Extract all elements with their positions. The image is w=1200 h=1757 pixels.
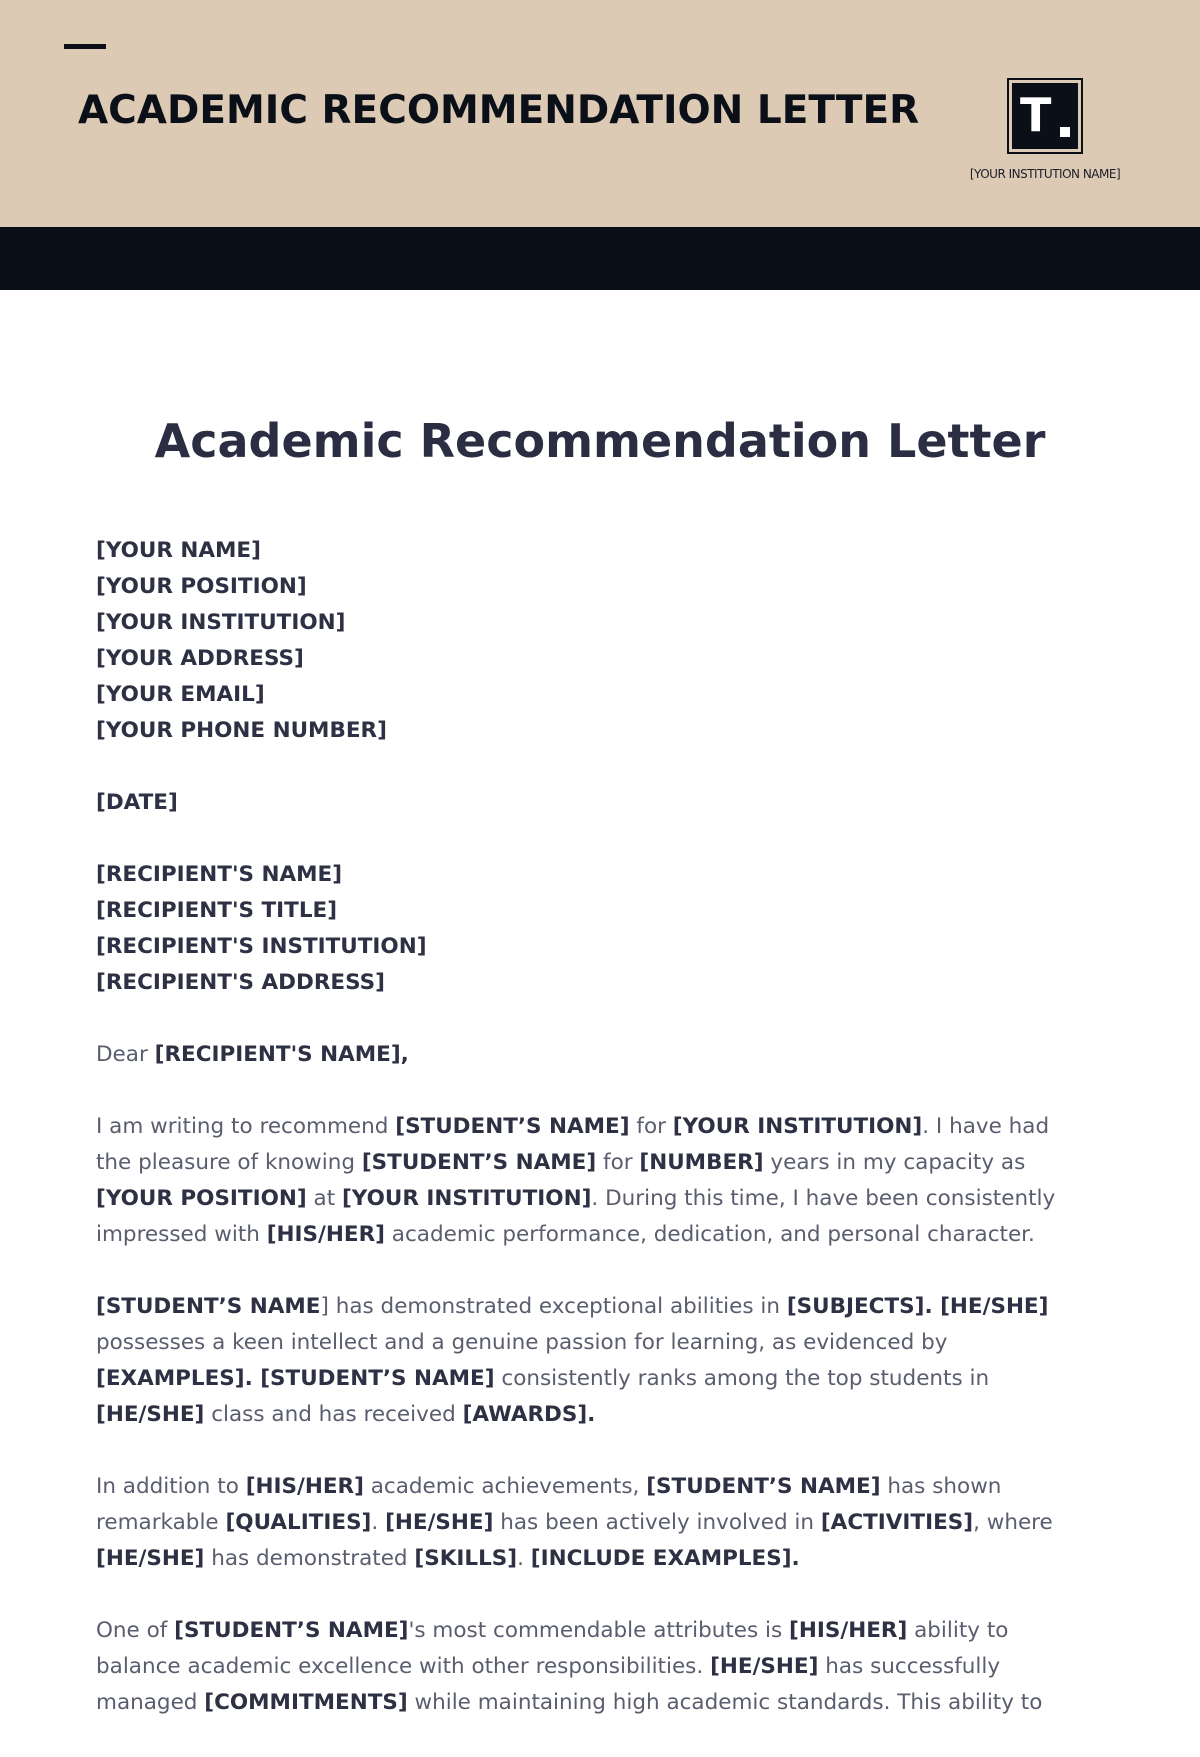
salutation-word: Dear — [96, 1042, 155, 1067]
placeholder: [YOUR POSITION] — [96, 1186, 307, 1211]
placeholder: [SKILLS] — [414, 1546, 518, 1571]
header-title: ACADEMIC RECOMMENDATION LETTER — [78, 88, 920, 133]
text-run: 's most commendable attributes is — [408, 1618, 790, 1643]
salutation-line — [96, 1037, 1096, 1073]
paragraph-line — [96, 1217, 1096, 1253]
text-run: while maintaining high academic standards. This ability to — [407, 1690, 1043, 1715]
placeholder: [STUDENT’S NAME] — [174, 1618, 409, 1643]
sender-institution: [YOUR INSTITUTION] — [96, 610, 346, 635]
text-run: has successfully — [818, 1654, 1001, 1679]
text-run: has shown — [880, 1474, 1002, 1499]
text-run: academic performance, dedication, and personal character. — [384, 1222, 1035, 1247]
placeholder: [HIS/HER] — [789, 1618, 908, 1643]
placeholder: [STUDENT’S NAME — [96, 1294, 321, 1319]
letterhead — [0, 0, 1200, 227]
header-dash — [64, 44, 106, 49]
paragraph-line — [96, 1469, 1096, 1505]
paragraph-4 — [96, 1613, 1096, 1721]
placeholder: [COMMITMENTS] — [204, 1690, 408, 1715]
recipient-address: [RECIPIENT'S ADDRESS] — [96, 970, 385, 995]
placeholder: [YOUR INSTITUTION] — [341, 1186, 592, 1211]
placeholder: [HIS/HER] — [266, 1222, 385, 1247]
paragraph-line — [96, 1649, 1096, 1685]
placeholder: [ACTIVITIES] — [820, 1510, 974, 1535]
text-run: ] has demonstrated exceptional abilities in — [320, 1294, 787, 1319]
paragraph-line — [96, 1397, 1096, 1433]
salutation — [96, 1037, 1096, 1073]
text-run: for — [596, 1150, 640, 1175]
placeholder: [STUDENT’S NAME] — [361, 1150, 597, 1175]
text-run: remarkable — [96, 1510, 226, 1535]
logo-letter: T — [1020, 88, 1052, 142]
sender-position: [YOUR POSITION] — [96, 574, 307, 599]
placeholder: [EXAMPLES]. [STUDENT’S NAME] — [96, 1366, 495, 1391]
placeholder: [HE/SHE] — [710, 1654, 819, 1679]
text-run: , where — [973, 1510, 1053, 1535]
paragraph-line — [96, 1145, 1096, 1181]
text-run: I am writing to recommend — [96, 1114, 396, 1139]
logo-dot — [1060, 127, 1070, 137]
letter-body — [96, 533, 1096, 1757]
text-run: balance academic excellence with other responsibilities. — [96, 1654, 711, 1679]
text-run: academic achievements, — [363, 1474, 647, 1499]
paragraph-line — [96, 1181, 1096, 1217]
placeholder: [YOUR INSTITUTION] — [672, 1114, 923, 1139]
placeholder: [QUALITIES] — [225, 1510, 372, 1535]
paragraph-1 — [96, 1109, 1096, 1253]
placeholder: [STUDENT’S NAME] — [395, 1114, 630, 1139]
institution-name: [YOUR INSTITUTION NAME] — [969, 167, 1121, 181]
text-run: has demonstrated — [204, 1546, 415, 1571]
placeholder: [INCLUDE EXAMPLES]. — [530, 1546, 800, 1571]
paragraph-3 — [96, 1469, 1096, 1577]
paragraph-line — [96, 1109, 1096, 1145]
text-run: the pleasure of knowing — [96, 1150, 362, 1175]
sender-address: [YOUR ADDRESS] — [96, 646, 304, 671]
recipient-name: [RECIPIENT'S NAME] — [96, 862, 343, 887]
text-run: . During this time, I have been consistently — [591, 1186, 1056, 1211]
logo-mark — [1012, 83, 1078, 149]
text-run: . I have had — [922, 1114, 1050, 1139]
paragraph-line — [96, 1541, 1096, 1577]
text-run: consistently ranks among the top students in — [494, 1366, 990, 1391]
text-run: managed — [96, 1690, 205, 1715]
paragraph-line — [96, 1685, 1096, 1721]
logo — [1007, 78, 1083, 154]
placeholder: [AWARDS]. — [462, 1402, 596, 1427]
text-run: One of — [96, 1618, 175, 1643]
paragraph-2 — [96, 1289, 1096, 1433]
header-band — [0, 227, 1200, 290]
sender-block — [96, 533, 1096, 749]
text-run: at — [306, 1186, 342, 1211]
text-run: ability to — [907, 1618, 1009, 1643]
recipient-block — [96, 857, 1096, 1001]
text-run: class and has received — [204, 1402, 463, 1427]
sender-phone: [YOUR PHONE NUMBER] — [96, 718, 387, 743]
text-run: In addition to — [96, 1474, 246, 1499]
placeholder: [HIS/HER] — [245, 1474, 364, 1499]
placeholder: [HE/SHE] — [385, 1510, 494, 1535]
paragraph-line — [96, 1613, 1096, 1649]
placeholder: [SUBJECTS]. [HE/SHE] — [786, 1294, 1049, 1319]
date-block — [96, 785, 1096, 821]
document-title: Academic Recommendation Letter — [154, 414, 1046, 468]
text-run: for — [629, 1114, 673, 1139]
text-run: . — [517, 1546, 531, 1571]
text-run: has been actively involved in — [493, 1510, 821, 1535]
placeholder: [STUDENT’S NAME] — [646, 1474, 881, 1499]
letter-date: [DATE] — [96, 790, 178, 815]
paragraph-line — [96, 1361, 1096, 1397]
placeholder: [HE/SHE] — [96, 1546, 205, 1571]
salutation-name: [RECIPIENT'S NAME], — [154, 1042, 409, 1067]
sender-name: [YOUR NAME] — [96, 538, 261, 563]
text-run: impressed with — [96, 1222, 267, 1247]
text-run: possesses a keen intellect and a genuine passion for learning, as evidenced by — [96, 1330, 948, 1355]
text-run: . — [371, 1510, 386, 1535]
placeholder: [NUMBER] — [639, 1150, 764, 1175]
paragraph-line — [96, 1289, 1096, 1325]
sender-email: [YOUR EMAIL] — [96, 682, 265, 707]
recipient-title: [RECIPIENT'S TITLE] — [96, 898, 338, 923]
paragraph-line — [96, 1505, 1096, 1541]
text-run: years in my capacity as — [763, 1150, 1026, 1175]
placeholder: [HE/SHE] — [96, 1402, 205, 1427]
recipient-institution: [RECIPIENT'S INSTITUTION] — [96, 934, 427, 959]
paragraph-line — [96, 1325, 1096, 1361]
